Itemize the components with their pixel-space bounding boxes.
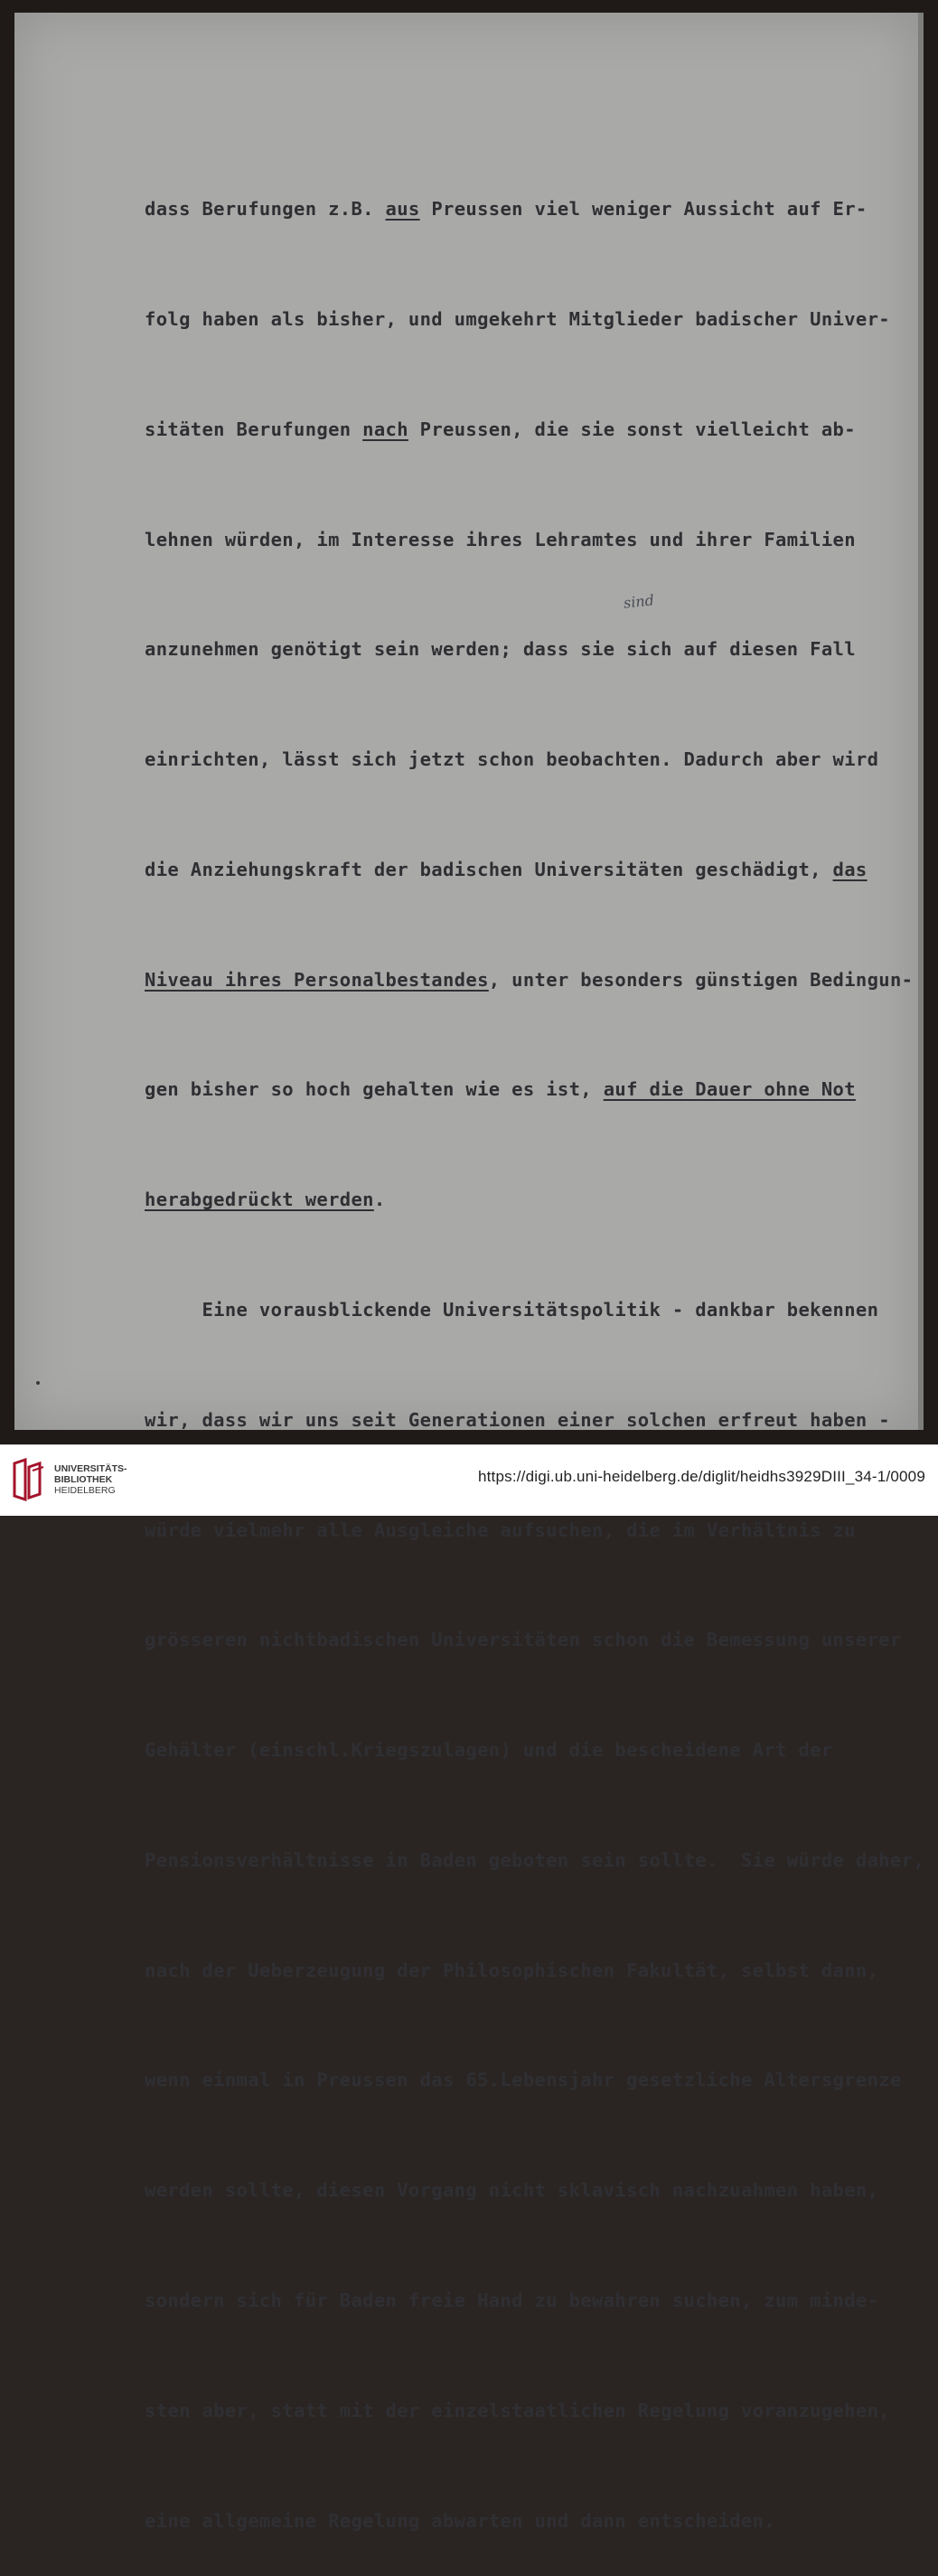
underlined-text: aus (385, 198, 420, 221)
handwritten-annotation: sind (623, 591, 655, 612)
margin-mark (36, 1381, 40, 1385)
text-line-7 (145, 851, 922, 888)
text-segment: Pensionsverhältnisse in Baden geboten sein sollte. Sie würde daher, (145, 1848, 925, 1871)
text-line-18 (145, 2062, 922, 2099)
text-segment: wir, dass wir uns seit Generationen einer solchen erfreut haben - (145, 1408, 890, 1431)
footer-bar (0, 1444, 938, 1516)
text-line-20 (145, 2282, 922, 2319)
text-segment: grösseren nichtbadischen Universitäten schon die Bemessung unserer (145, 1629, 902, 1651)
text-segment: dass Berufungen z.B. aus Preussen viel weniger Aussicht auf Er- (145, 198, 868, 221)
text-line-11 (145, 1292, 922, 1329)
text-segment: die Anziehungskraft der badischen Universitäten geschädigt, das (145, 858, 868, 880)
text-line-16 (145, 1842, 925, 1879)
text-line-17 (145, 1952, 922, 1989)
text-line-8 (145, 962, 922, 999)
text-segment: Niveau ihres Personalbestandes, unter besonders günstigen Bedingun- (145, 968, 914, 991)
text-line-2 (145, 301, 922, 338)
text-segment: sten aber, statt mit der einzelstaatlichen Regelung voranzugehen, (145, 2399, 890, 2421)
text-line-1 (145, 191, 922, 228)
underlined-text: Niveau ihres Personalbestandes (145, 968, 489, 991)
text-segment: einrichten, lässt sich jetzt schon beobachten. Dadurch aber wird (145, 748, 879, 771)
logo-line-3: HEIDELBERG (54, 1485, 116, 1496)
logo-line-1: UNIVERSITÄTS- (54, 1463, 127, 1474)
logo-line-2: BIBLIOTHEK (54, 1474, 113, 1485)
library-logo-icon[interactable] (11, 1458, 47, 1501)
library-name (54, 1463, 127, 1496)
text-line-12 (145, 1402, 922, 1439)
text-line-19 (145, 2172, 922, 2209)
text-segment: wenn einmal in Preussen das 65.Lebensjahr gesetzliche Altersgrenze (145, 2069, 902, 2092)
text-segment: nach der Ueberzeugung der Philosophischen Fakultät, selbst dann, (145, 1959, 879, 1981)
text-line-15 (145, 1732, 922, 1769)
permalink-url[interactable]: https://digi.ub.uni-heidelberg.de/diglit/heidhs3929DIII_34-1/0009 (477, 1468, 925, 1485)
text-segment: herabgedrückt werden. (145, 1189, 386, 1211)
text-line-3 (145, 411, 922, 448)
text-line-5 (145, 631, 922, 668)
text-line-6 (145, 741, 922, 778)
text-segment: lehnen würden, im Interesse ihres Lehramtes und ihrer Familien (145, 528, 856, 550)
text-segment: sitäten Berufungen nach Preussen, die sie sonst vielleicht ab- (145, 418, 856, 440)
text-segment: Gehälter (einschl.Kriegszulagen) und die bescheidene Art der (145, 1739, 833, 1762)
underlined-text: auf die Dauer ohne Not (603, 1078, 856, 1101)
text-segment: Eine vorausblickende Universitätspolitik - dankbar bekennen (145, 1299, 879, 1321)
text-line-14 (145, 1622, 922, 1659)
text-segment: gen bisher so hoch gehalten wie es ist, auf die Dauer ohne Not (145, 1078, 856, 1101)
underlined-text: das (832, 858, 868, 880)
text-segment: würde vielmehr alle Ausgleiche aufsuchen, die im Verhältnis zu (145, 1518, 856, 1541)
text-line-21 (145, 2393, 922, 2430)
text-segment: eine allgemeine Regelung abwarten und dann entscheiden. (145, 2509, 776, 2532)
text-line-9 (145, 1071, 922, 1108)
text-line-4 (145, 522, 922, 559)
typed-text-body (145, 118, 925, 2576)
text-segment: sondern sich für Baden freie Hand zu bewahren suchen, zum minde- (145, 2289, 879, 2312)
underlined-text: herabgedrückt werden (145, 1189, 374, 1211)
text-line-13 (145, 1512, 922, 1549)
underlined-text: nach (362, 418, 408, 440)
text-segment: werden sollte, diesen Vorgang nicht sklavisch nachzuahmen haben, (145, 2179, 879, 2202)
text-segment: folg haben als bisher, und umgekehrt Mitglieder badischer Univer- (145, 307, 890, 330)
text-segment: anzunehmen genötigt sein werden; dass sie sich auf diesen Fall (145, 638, 856, 661)
text-line-10 (145, 1181, 922, 1218)
text-line-22 (145, 2503, 922, 2540)
